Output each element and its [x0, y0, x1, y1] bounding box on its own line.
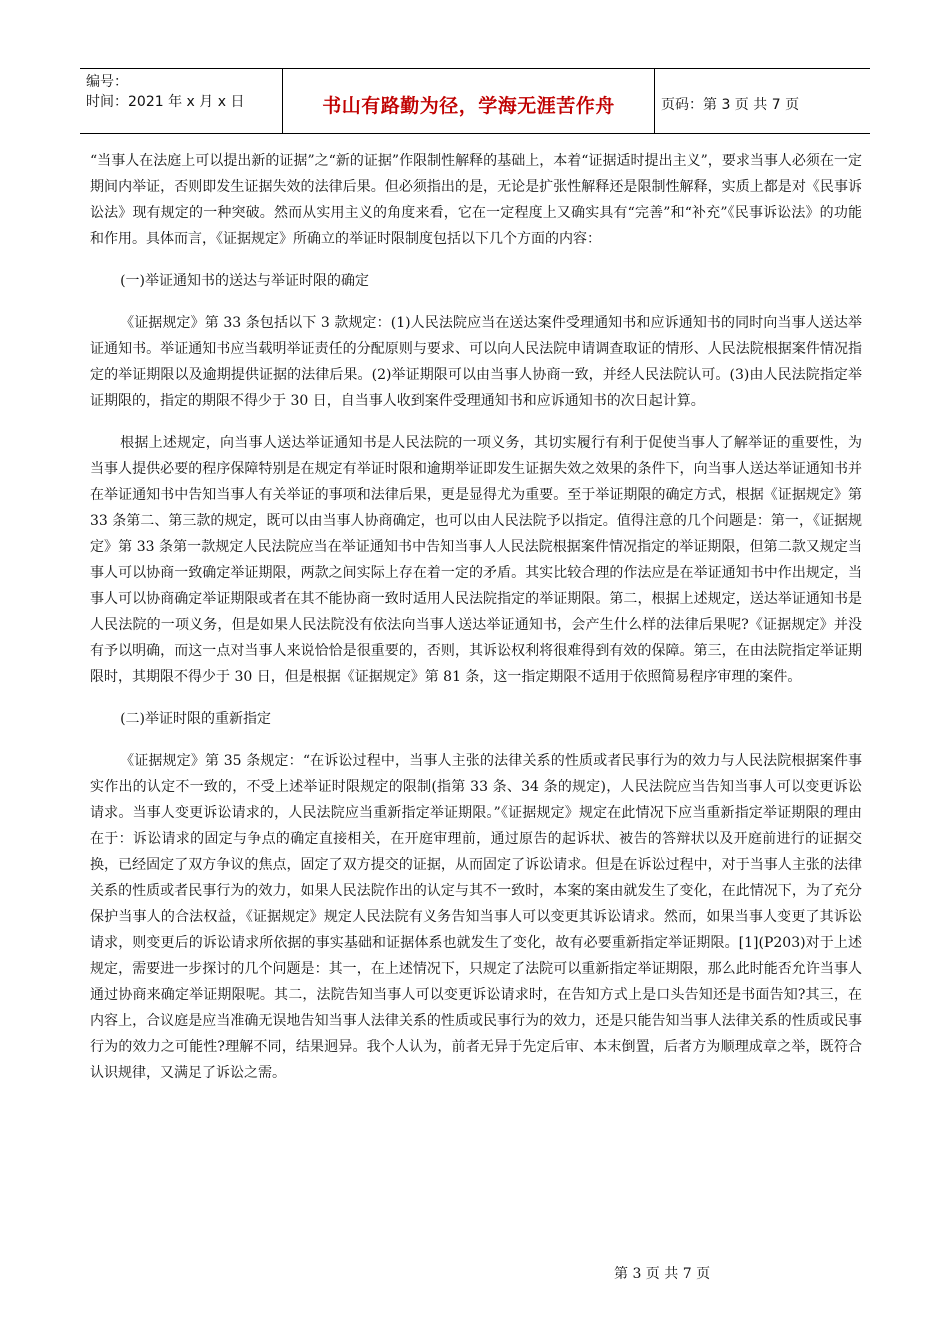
document-body — [90, 148, 862, 1102]
header-motto: 书山有路勤为径，学海无涯苦作舟 — [322, 94, 615, 117]
section-heading: (一)举证通知书的送达与举证时限的确定 — [120, 273, 370, 289]
body-paragraph: 《证据规定》第 33 条包括以下 3 款规定：(1)人民法院应当在送达案件受理通知书和应诉通知书的同时向当事人送达举证通知书。举证通知书应当载明举证责任的分配原则与要求、可以向人民法院申请调查取证的情形、人民法院根据案件情况指定的举证期限以及逾期提供证据的法律后果。(2)举证期限可以由当事人协商一致，并经人民法院认可。(3)由人民法院指定举证期限的，指定的期限不得少于 30 日，自当事人收到案件受理通知书和应诉通知书的次日起计算。 — [90, 315, 862, 409]
header-page-number: 页码：第 3 页 共 7 页 — [661, 97, 800, 113]
date-label: 时间：2021 年 x 月 x 日 — [86, 94, 245, 110]
body-paragraph: “当事人在法庭上可以提出新的证据”之“新的证据”作限制性解释的基础上，本着“证据适时提出主义”，要求当事人必须在一定期间内举证，否则即发生证据失效的法律后果。但必须指出的是，无论是扩张性解释还是限制性解释，实质上都是对《民事诉讼法》现有规定的一种突破。然而从实用主义的角度来看，它在一定程度上又确实具有“完善”和“补充”《民事诉讼法》的功能和作用。具体而言，《证据规定》所确立的举证时限制度包括以下几个方面的内容： — [90, 153, 862, 247]
document-header — [80, 68, 870, 134]
header-meta — [80, 69, 283, 133]
header-page-info — [655, 69, 870, 133]
serial-number-label: 编号： — [86, 74, 128, 90]
page-footer — [614, 1263, 710, 1283]
body-paragraph: 根据上述规定，向当事人送达举证通知书是人民法院的一项义务，其切实履行有利于促使当事人了解举证的重要性，为当事人提供必要的程序保障特别是在规定有举证时限和逾期举证即发生证据失效之效果的条件下，向当事人送达举证通知书并在举证通知书中告知当事人有关举证的事项和法律后果，更是显得尤为重要。至于举证期限的确定方式，根据《证据规定》第 33 条第二、第三款的规定，既可以由当事人协商确定，也可以由人民法院予以指定。值得注意的几个问题是：第一，《证据规定》第 33 条第一款规定人民法院应当在举证通知书中告知当事人人民法院根据案件情况指定的举证期限，但第二款又规定当事人可以协商一致确定举证期限，两款之间实际上存在着一定的矛盾。其实比较合理的作法应是在举证通知书中作出规定，当事人可以协商确定举证期限或者在其不能协商一致时适用人民法院指定的举证期限。第二，根据上述规定，送达举证通知书是人民法院的一项义务，但是如果人民法院没有依法向当事人送达举证通知书，会产生什么样的法律后果呢?《证据规定》并没有予以明确，而这一点对当事人来说恰恰是很重要的，否则，其诉讼权利将很难得到有效的保障。第三，在由法院指定举证期限时，其期限不得少于 30 日，但是根据《证据规定》第 81 条，这一指定期限不适用于依照简易程序审理的案件。 — [90, 435, 862, 685]
header-motto-cell — [283, 69, 655, 133]
body-paragraph: 《证据规定》第 35 条规定：“在诉讼过程中，当事人主张的法律关系的性质或者民事行为的效力与人民法院根据案件事实作出的认定不一致的，不受上述举证时限规定的限制(指第 33 条、34 条的规定)，人民法院应当告知当事人可以变更诉讼请求。当事人变更诉讼请求的，人民法院应当重新指定举证期限。”《证据规定》规定在此情况下应当重新指定举证期限的理由在于：诉讼请求的固定与争点的确定直接相关，在开庭审理前，通过原告的起诉状、被告的答辩状以及开庭前进行的证据交换，已经固定了双方争议的焦点，固定了双方提交的证据，从而固定了诉讼请求。但是在诉讼过程中，对于当事人主张的法律关系的性质或者民事行为的效力，如果人民法院作出的认定与其不一致时，本案的案由就发生了变化，在此情况下，为了充分保护当事人的合法权益，《证据规定》规定人民法院有义务告知当事人可以变更其诉讼请求。然而，如果当事人变更了其诉讼请求，则变更后的诉讼请求所依据的事实基础和证据体系也就发生了变化，故有必要重新指定举证期限。[1](P203)对于上述规定，需要进一步探讨的几个问题是：其一，在上述情况下，只规定了法院可以重新指定举证期限，那么此时能否允许当事人通过协商来确定举证期限呢。其二，法院告知当事人可以变更诉讼请求时，在告知方式上是口头告知还是书面告知?其三，在内容上，合议庭是应当准确无误地告知当事人法律关系的性质或民事行为的效力，还是只能告知当事人法律关系的性质或民事行为的效力之可能性?理解不同，结果迥异。我个人认为，前者无异于先定后审、本末倒置，后者方为顺理成章之举，既符合认识规律，又满足了诉讼之需。 — [90, 753, 862, 1081]
footer-page-number: 第 3 页 共 7 页 — [614, 1266, 711, 1282]
section-heading: (二)举证时限的重新指定 — [120, 711, 272, 727]
